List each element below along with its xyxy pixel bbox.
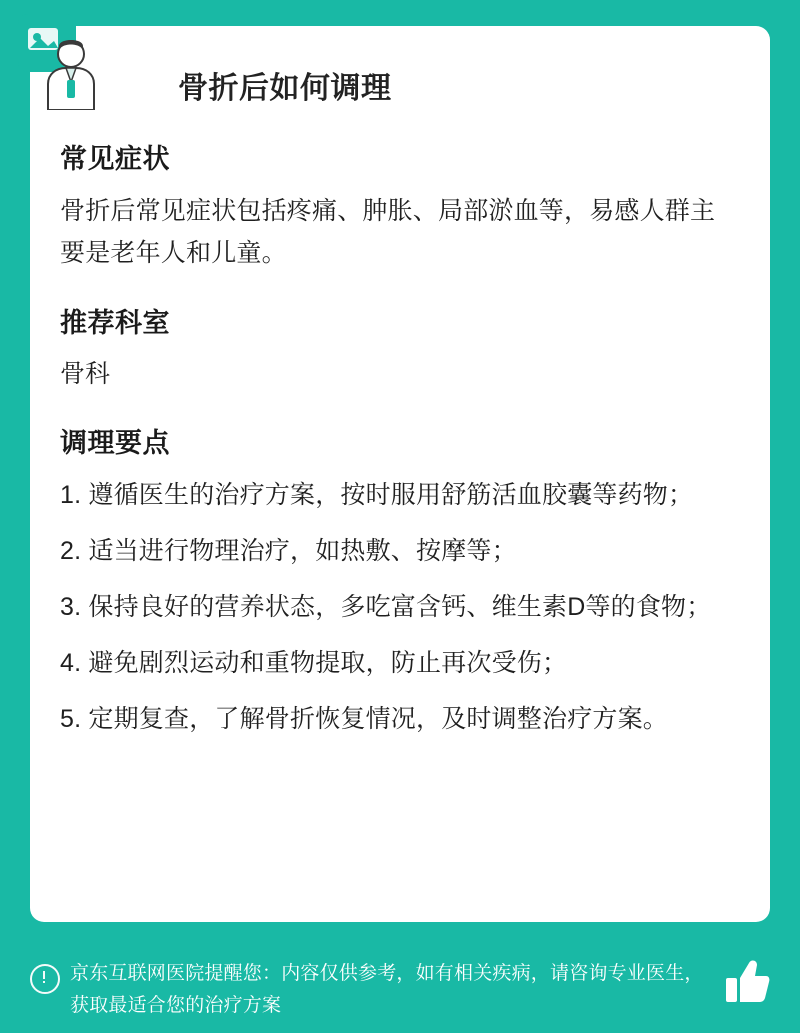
list-item: 3. 保持良好的营养状态，多吃富含钙、维生素D等的食物； [60,593,712,621]
list-item: 5. 定期复查，了解骨折恢复情况，及时调整治疗方案。 [60,705,668,733]
footer [0,938,800,1033]
section-text-department: 骨科 [60,360,111,388]
section-heading-care-points: 调理要点 [60,428,170,458]
list-item: 1. 遵循医生的治疗方案，按时服用舒筋活血胶囊等药物； [60,481,694,509]
list-item: 2. 适当进行物理治疗，如热敷、按摩等； [60,537,517,565]
thumbs-up-icon[interactable] [724,958,770,1008]
content-card [30,26,770,922]
page-title: 骨折后如何调理 [178,72,392,105]
doctor-avatar-icon [18,14,104,110]
section-heading-department: 推荐科室 [60,308,170,338]
section-text-symptoms: 骨折后常见症状包括疼痛、肿胀、局部淤血等，易感人群主要是老年人和儿童。 [60,197,716,267]
section-heading-symptoms: 常见症状 [60,144,170,174]
article-body [60,142,740,740]
footer-disclaimer: 京东互联网医院提醒您：内容仅供参考，如有相关疾病，请咨询专业医生，获取最适合您的治疗方案 [70,963,704,1016]
care-points-list [60,474,740,740]
list-item: 4. 避免剧烈运动和重物提取，防止再次受伤； [60,649,568,677]
info-circle-icon [30,964,60,994]
